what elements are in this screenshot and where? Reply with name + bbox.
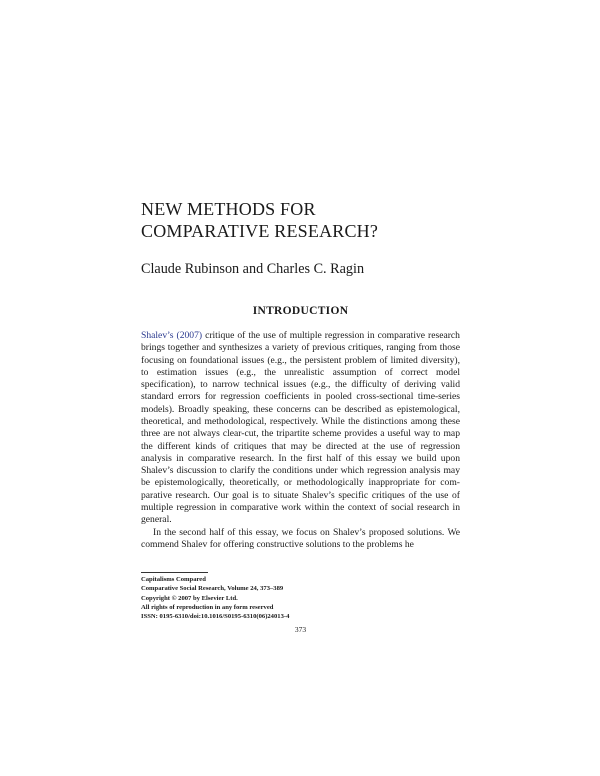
footnote-line: ISSN: 0195-6310/doi:10.1016/S0195-6310(06)24013-4 [141, 613, 290, 621]
title-line-2: COMPARATIVE RESEARCH? [141, 221, 379, 241]
body-paragraph-1 [141, 330, 460, 527]
article-title [141, 198, 471, 242]
publication-footnote [141, 575, 401, 621]
article-authors: Claude Rubinson and Charles C. Ragin [141, 261, 365, 277]
page-number: 373 [294, 625, 307, 634]
title-line-1: NEW METHODS FOR [141, 199, 316, 219]
section-heading-introduction: INTRODUCTION [252, 305, 349, 317]
paragraph-1-text: critique of the use of multiple regression in comparative research brings together and synthesizes a variety of previous critiques, ranging from those focusing on foundational issues (e.g., the persistent problem of limited diversity), to estimation issues (e.g., the unrealistic assumption of correct model specification), to narrow technical issues (e.g., the difficulty of deriving valid standard errors for regression coefficients in pooled cross-sectional time-series models). Broadly speaking, these concerns can be described as epistemological, theoretical, and methodological, respectively. While the distinctions among these three are not always clear-cut, the tripartite scheme provides a useful way to map the different kinds of critiques that may be directed at the use of regression analysis in comparative research. In the first half of this essay we build upon Shalev’s discussion to clarify the conditions under which regression analysis may be epistemologically, theoretically, or methodologically inappropriate for comparative research. Our goal is to situate Shalev’s specific critiques of the use of multiple regression in comparative work within the context of social research in general. [141, 330, 460, 526]
footnote-divider [141, 572, 208, 573]
body-paragraph-2: In the second half of this essay, we focus on Shalev’s proposed solutions. We commend Shalev for offering constructive solutions to the problems he [141, 526, 460, 550]
article-body [141, 330, 460, 551]
footnote-line: Copyright © 2007 by Elsevier Ltd. [141, 594, 238, 602]
footnote-line: Capitalisms Compared [141, 576, 206, 583]
footnote-line: All rights of reproduction in any form reserved [141, 603, 274, 611]
footnote-line: Comparative Social Research, Volume 24, 373–389 [141, 585, 284, 593]
citation-link-shalev-2007[interactable]: Shalev’s (2007) [141, 330, 203, 341]
